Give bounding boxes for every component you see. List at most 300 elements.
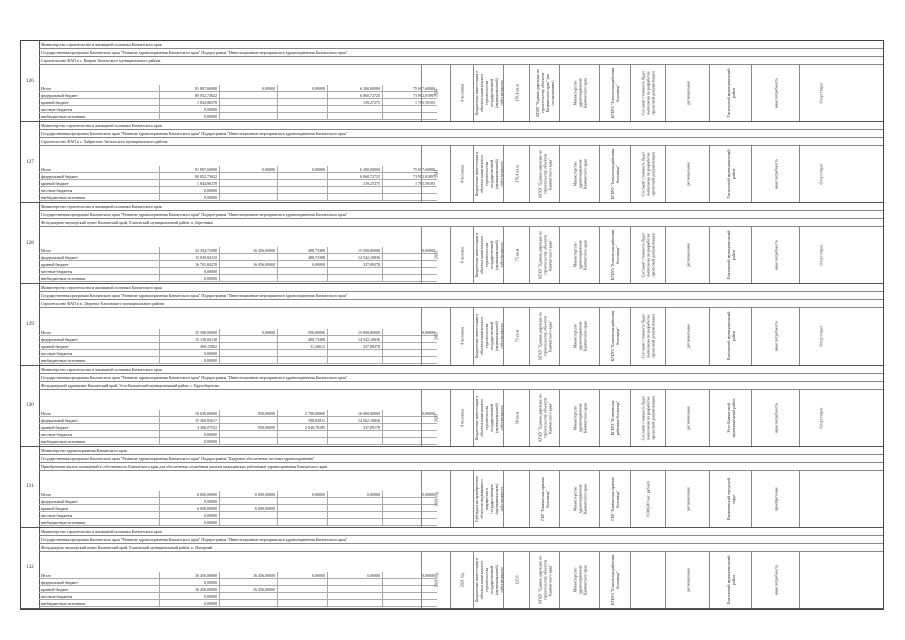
attribute-text: Составит стоимость будет выполнена по разработке проектной документации [640, 151, 656, 197]
attribute-text: 2024 [433, 89, 439, 98]
funding-table [39, 552, 437, 608]
funding-value: 16 791,84278 [159, 261, 219, 268]
table-row [39, 600, 437, 607]
attribute-text: иная потребность [773, 402, 778, 433]
funding-source-label: Итого [41, 491, 52, 497]
funding-source-label: внебюджетные источники [41, 114, 86, 120]
table-row [39, 417, 437, 424]
row-number: 132 [21, 528, 40, 608]
funding-value [219, 350, 277, 357]
funding-value [219, 438, 277, 445]
funding-value: 1 844,86378 [159, 99, 219, 106]
funding-value [327, 519, 382, 526]
attribute-text: Отсутствует [818, 326, 823, 347]
attribute-cell [503, 308, 529, 364]
funding-value [219, 275, 277, 282]
attribute-cell [503, 552, 529, 608]
attribute-cell [709, 146, 751, 202]
attribute-text: КГБУЗ "Елизовская районная больница" [610, 554, 620, 606]
funding-value: 16 456,00000 [219, 586, 277, 593]
attribute-cell [529, 308, 559, 364]
table-row [39, 498, 437, 505]
funding-source-label: федеральный бюджет [41, 93, 78, 99]
table-row [39, 350, 437, 357]
attribute-text: КГКУ "Единая дирекция по строительству объектов Камчатского края" [537, 231, 552, 280]
attribute-text: КГКУ "Единая дирекция по строительству объектов Камчатского края" [537, 393, 552, 442]
attribute-text: Бюджетные инвестиции в объекты капитального строительства государственной (муниципальной) собственности [473, 395, 504, 440]
funding-source-label: Итого [41, 167, 52, 173]
table-row [39, 247, 437, 254]
attribute-text: региональная [685, 406, 690, 430]
attribute-cell [709, 552, 751, 608]
attribute-text: 125 б [514, 575, 519, 585]
funding-source-label: внебюджетные источники [41, 195, 86, 201]
attribute-cell [709, 308, 751, 364]
funding-value [277, 275, 327, 282]
attribute-cell [450, 65, 473, 121]
attribute-cell [751, 65, 799, 121]
funding-value [277, 187, 327, 194]
table-row [39, 113, 437, 120]
funding-value: 73 992,01897 [382, 92, 437, 99]
attribute-cell [665, 552, 709, 608]
funding-source-label: краевой бюджет [41, 181, 69, 187]
funding-value [277, 579, 327, 586]
attribute-cell [559, 552, 599, 608]
funding-value: 0,00000 [382, 572, 437, 579]
table-row [39, 268, 437, 275]
attribute-text: Субсидии на приобретение объектов недвижимого имущества в государственную (муниципальную) собственность [473, 475, 504, 522]
funding-value [219, 106, 277, 113]
funding-value: 488,73388 [277, 247, 327, 254]
funding-value: 0,00000 [382, 410, 437, 417]
funding-value: 500,00000 [277, 329, 327, 336]
funding-value [327, 106, 382, 113]
funding-value: 0,00000 [277, 261, 327, 268]
funding-value: 6 060,72725 [327, 92, 382, 99]
program-header: Государственная программа Камчатского края "Развитие здравоохранения Камчатского края" Подпрограмма "Инвестиционные мероприятия в здравоохранении Камчатского края" [39, 211, 883, 219]
attribute-text: региональная [685, 487, 690, 511]
table-row [39, 410, 437, 417]
funding-value: 6 000,00000 [159, 505, 219, 512]
funding-value [219, 519, 277, 526]
funding-value: 0,00000 [277, 166, 327, 173]
funding-value: 0,00000 [382, 329, 437, 336]
attribute-text: иная потребность [773, 77, 778, 109]
attribute-cell [473, 552, 503, 608]
funding-source-label: местные бюджеты [41, 512, 73, 518]
funding-value [219, 431, 277, 438]
table-row [39, 519, 437, 526]
attribute-cell [559, 227, 599, 283]
attribute-cell [473, 227, 503, 283]
ministry-header: Министерство строительства и жилищной политики Камчатского края [39, 203, 883, 211]
attribute-cell [799, 65, 841, 121]
row-number: 130 [21, 366, 40, 446]
funding-value [219, 99, 277, 106]
funding-value [327, 431, 382, 438]
project-block [21, 41, 883, 122]
project-block [21, 528, 883, 609]
funding-value: 0,00000 [277, 491, 327, 498]
funding-value [327, 187, 382, 194]
ministry-header: Министерство строительства и жилищной политики Камчатского края [39, 528, 883, 536]
funding-value: 0,00000 [159, 600, 219, 607]
attribute-cell [630, 65, 665, 121]
funding-value [327, 512, 382, 519]
funding-value: 0,00000 [327, 572, 382, 579]
attribute-text: Составит стоимость будет выполнена по разработке проектной документации [640, 233, 656, 278]
funding-value [277, 505, 327, 512]
table-row [39, 424, 437, 431]
table-row [39, 512, 437, 519]
attribute-text: 4 человека [459, 165, 465, 184]
funding-value: 32 394,73388 [159, 247, 219, 254]
attribute-cell [665, 65, 709, 121]
attribute-cell [503, 390, 529, 446]
attribute-cell [529, 552, 559, 608]
funding-value [327, 275, 382, 282]
attribute-cell [799, 471, 841, 527]
funding-source-label: внебюджетные источники [41, 276, 86, 282]
attribute-text: региональная [685, 162, 690, 186]
funding-value: 2 048,78185 [277, 424, 327, 431]
object-title: Фельдшерский здравпункт Камчатский край, Усть-Камчатский муниципальный район, с. Крутоберегово [39, 382, 883, 390]
attribute-text: 4 человека [459, 408, 465, 427]
attribute-cell [599, 390, 630, 446]
funding-table [39, 65, 437, 121]
funding-value [327, 350, 382, 357]
table-row [39, 166, 437, 173]
funding-source-label: краевой бюджет [41, 100, 69, 106]
attribute-text: 4 человека [459, 84, 465, 103]
funding-value: 1 705,59103 [382, 180, 437, 187]
attribute-text: 58 кв.м [514, 411, 519, 424]
attribute-text: КГБУЗ "Елизовская районная больница" [610, 230, 620, 281]
attribute-text: иная потребность [773, 564, 778, 596]
funding-value [277, 357, 327, 364]
attribute-text: Министерство здравоохранения Камчатского края [572, 78, 587, 109]
attribute-text: региональная [685, 243, 690, 267]
funding-value [327, 113, 382, 120]
attribute-text: иная потребность [773, 159, 778, 190]
funding-source-label: федеральный бюджет [41, 255, 78, 261]
funding-value [219, 579, 277, 586]
funding-value: 337,89278 [327, 343, 382, 350]
funding-value: 6 000,00000 [219, 505, 277, 512]
attribute-cell [503, 146, 529, 202]
attribute-text: Елизовский муниципальный район [725, 312, 736, 361]
funding-source-label: местные бюджеты [41, 350, 73, 356]
attribute-text: иная потребность [773, 240, 778, 271]
row-number: 128 [21, 203, 40, 283]
row-number: 126 [21, 41, 40, 121]
funding-value: 139,27275 [327, 180, 382, 187]
funding-value: 0,00000 [219, 166, 277, 173]
funding-value [219, 180, 277, 187]
attribute-cell [665, 146, 709, 202]
attribute-cell [599, 227, 630, 283]
attribute-cell [665, 308, 709, 364]
funding-value: 337,89178 [327, 424, 382, 431]
funding-value [219, 92, 277, 99]
attribute-cell [599, 146, 630, 202]
funding-value: 16 456,00000 [159, 586, 219, 593]
attribute-cell [709, 471, 751, 527]
funding-value [219, 593, 277, 600]
attribute-text: иная потребность [773, 321, 778, 352]
table-row [39, 275, 437, 282]
attribute-cell [529, 390, 559, 446]
funding-source-label: федеральный бюджет [41, 336, 78, 342]
attribute-text: Бюджетные инвестиции в объекты капитального строительства государственной (муниципальной) собственности [473, 152, 504, 197]
attribute-text: Елизовский муниципальный район [725, 230, 736, 280]
attribute-text: 2021 год [433, 491, 439, 507]
attribute-cell [421, 227, 450, 283]
attribute-cell [709, 390, 751, 446]
funding-value [277, 438, 327, 445]
funding-value: 19 658,00000 [159, 410, 219, 417]
funding-source-label: местные бюджеты [41, 107, 73, 113]
attribute-text: Министерство здравоохранения Камчатского края [572, 564, 587, 595]
attribute-text: ГБУ "Камчатская краевая больница" [610, 476, 620, 521]
program-header: Государственная программа Камчатского края "Развитие здравоохранения Камчатского края" Подпрограмма "Инвестиционные мероприятия в здравоохранении Камчатского края" [39, 49, 883, 57]
ministry-header: Министерство строительства и жилищной политики Камчатского края [39, 366, 883, 374]
funding-value: 1 705,59103 [382, 99, 437, 106]
funding-value: 0,00000 [159, 275, 219, 282]
attribute-cell [751, 390, 799, 446]
attribute-cell [450, 146, 473, 202]
attribute-text: 170,4 кв.м [514, 84, 519, 102]
funding-value: 0,00000 [219, 329, 277, 336]
funding-value: 6 000,00000 [159, 491, 219, 498]
funding-source-label: краевой бюджет [41, 262, 69, 268]
document-sheet [20, 40, 884, 610]
attribute-cell [503, 65, 529, 121]
funding-value [219, 357, 277, 364]
attribute-text: региональная [685, 324, 690, 349]
funding-value: 950,00000 [219, 410, 277, 417]
attribute-text: 2023 [433, 251, 439, 260]
funding-source-label: краевой бюджет [41, 343, 69, 349]
attribute-text: КГКУ "Единая дирекция по строительству объектов Камчатского края" [537, 150, 552, 198]
funding-value: 15 500,00000 [327, 247, 382, 254]
funding-value [277, 498, 327, 505]
funding-value [327, 600, 382, 607]
funding-value: 0,00000 [277, 85, 327, 92]
attribute-cell [450, 390, 473, 446]
funding-value [277, 600, 327, 607]
attribute-text: Вилючинский городской округ [725, 477, 736, 520]
funding-value: 0,00000 [159, 187, 219, 194]
attribute-cell [599, 65, 630, 121]
attribute-text: КГКУ "Единая дирекция по строительству объектов Камчатского края" [537, 556, 552, 604]
attribute-cell [473, 146, 503, 202]
table-row [39, 187, 437, 194]
attribute-cell [799, 227, 841, 283]
table-row [39, 99, 437, 106]
object-title: Фельдшерско-акушерский пункт Камчатский край, Елизовский муниципальный район, п. Нагорный [39, 544, 883, 552]
funding-source-label: внебюджетные источники [41, 600, 86, 606]
attribute-cell [421, 471, 450, 527]
attribute-cell [630, 552, 665, 608]
funding-source-label: федеральный бюджет [41, 579, 78, 585]
funding-value [219, 417, 277, 424]
funding-table [39, 390, 437, 446]
funding-value [219, 600, 277, 607]
funding-source-label: местные бюджеты [41, 593, 73, 599]
funding-value: 0,00000 [327, 491, 382, 498]
attribute-cell [529, 227, 559, 283]
attribute-cell [529, 65, 559, 121]
attribute-text: Отсутствует [818, 163, 823, 185]
funding-value [277, 350, 327, 357]
funding-value: 16 456,00000 [219, 247, 277, 254]
funding-value [277, 194, 327, 201]
attribute-cell [473, 308, 503, 364]
funding-source-label: Итого [41, 410, 52, 416]
funding-table [39, 308, 437, 364]
funding-source-label: местные бюджеты [41, 431, 73, 437]
funding-value: 0,00000 [159, 431, 219, 438]
funding-value [219, 254, 277, 261]
funding-source-label: Итого [41, 248, 52, 254]
attribute-cell [473, 471, 503, 527]
attribute-cell [559, 308, 599, 364]
attribute-text: региональная [685, 81, 690, 105]
funding-value: 1 844,86378 [159, 180, 219, 187]
attribute-text: Бюджетные инвестиции в объекты капитального строительства государственной (муниципальной) собственности [473, 233, 504, 278]
funding-value: 0,00000 [159, 357, 219, 364]
attribute-text: Отсутствует [818, 82, 823, 104]
attribute-text: Составит стоимость будет выполнена по разработке проектной документации [640, 70, 656, 116]
attribute-text: КГБУЗ "Тигильская районная больница" [610, 148, 620, 200]
attribute-cell [630, 146, 665, 202]
funding-value: 0,00000 [159, 350, 219, 357]
project-block [21, 122, 883, 203]
attribute-cell [529, 146, 559, 202]
attribute-cell [599, 471, 630, 527]
project-block [21, 447, 883, 528]
funding-value [277, 180, 327, 187]
attribute-cell [709, 65, 751, 121]
table-row [39, 92, 437, 99]
table-row [39, 173, 437, 180]
funding-value: 337,89278 [327, 261, 382, 268]
funding-source-label: внебюджетные источники [41, 519, 86, 525]
table-row [39, 336, 437, 343]
funding-source-label: Итого [41, 329, 52, 335]
funding-value [277, 586, 327, 593]
attribute-text: Министерство здравоохранения Камчатского края [572, 240, 587, 271]
funding-value [327, 586, 382, 593]
funding-value [219, 187, 277, 194]
funding-value [277, 99, 327, 106]
attribute-text: Отсутствует [818, 244, 823, 266]
attribute-cell [599, 552, 630, 608]
funding-value: 0,00000 [159, 519, 219, 526]
funding-value: 16 000,00000 [327, 410, 382, 417]
funding-table [39, 471, 437, 527]
attribute-cell [559, 390, 599, 446]
attribute-cell [559, 471, 599, 527]
row-number: 129 [21, 284, 40, 364]
table-row [39, 254, 437, 261]
attribute-cell [503, 227, 529, 283]
attribute-text: КГБУЗ "Елизовская районная больница" [610, 311, 620, 362]
attribute-text: Елизовский муниципальный район [725, 555, 736, 605]
funding-value: 0,00000 [382, 247, 437, 254]
attribute-text: 6 человек [459, 247, 465, 264]
attribute-text: Министерство здравоохранения Камчатского края [572, 402, 587, 433]
funding-value [219, 268, 277, 275]
attribute-text: 2023 [433, 413, 439, 422]
funding-value: 6 060,72725 [327, 173, 382, 180]
program-header: Государственная программа Камчатского края "Развитие здравоохранения Камчатского края" Подпрограмма "Инвестиционные мероприятия в здравоохранении Камчатского края" [39, 536, 883, 544]
table-row [39, 586, 437, 593]
funding-value: 81 897,60000 [159, 85, 219, 92]
funding-value: 6 000,00000 [219, 491, 277, 498]
table-row [39, 343, 437, 350]
attribute-text: приобретение [773, 486, 778, 511]
project-block [21, 203, 883, 284]
attribute-cell [529, 471, 559, 527]
funding-value: 0,00000 [159, 593, 219, 600]
attribute-text: 170,4 кв.м [514, 165, 519, 183]
attribute-text: Бюджетные инвестиции в объекты капитального строительства государственной (муниципальной) собственности [473, 71, 504, 116]
attribute-text: Тигильский муниципальный район [725, 149, 736, 199]
attribute-cell [630, 227, 665, 283]
funding-value [219, 113, 277, 120]
funding-value: 81 897,60000 [159, 166, 219, 173]
attribute-cell [450, 227, 473, 283]
attribute-text: 2021 год [433, 572, 439, 588]
object-title: Фельдшерско-акушерский пункт Камчатский край, Елизовский муниципальный район, п. Березняки [39, 219, 883, 227]
funding-value: 598,82811 [277, 417, 327, 424]
attribute-text: КГКУ "Единая дирекция по строительству объектов Камчатского края" [537, 312, 552, 361]
program-header: Государственная программа Камчатского края "Развитие здравоохранения Камчатского края" Подпрограмма "Инвестиционные мероприятия в здравоохранении Камчатского края" [39, 374, 883, 382]
attribute-text: 2021 год [459, 572, 465, 588]
attribute-cell [599, 308, 630, 364]
funding-source-label: краевой бюджет [41, 586, 69, 592]
funding-value: 14 562,10836 [327, 417, 382, 424]
funding-value: 14 542,10836 [327, 254, 382, 261]
attribute-text: Отсутствует [818, 407, 823, 429]
funding-value: 11,26612 [277, 343, 327, 350]
funding-value: 488,73388 [277, 254, 327, 261]
funding-table [39, 227, 437, 283]
table-row [39, 593, 437, 600]
table-row [39, 505, 437, 512]
funding-value: 15 130,84138 [159, 336, 219, 343]
attribute-cell [421, 552, 450, 608]
row-number: 127 [21, 122, 40, 202]
funding-value: 16 456,00000 [159, 572, 219, 579]
program-header: Государственная программа Камчатского края "Развитие здравоохранения Камчатского края" Подпрограмма "Инвестиционные мероприятия в здравоохранении Камчатского края" [39, 130, 883, 138]
attribute-text: 2024 [433, 170, 439, 179]
attribute-text: региональная [685, 568, 690, 592]
funding-value: 6 200,00000 [327, 85, 382, 92]
funding-value: 0,00000 [277, 572, 327, 579]
funding-source-label: федеральный бюджет [41, 174, 78, 180]
funding-value [277, 512, 327, 519]
funding-value: 80 052,73622 [159, 173, 219, 180]
funding-source-label: Итого [41, 86, 52, 92]
table-row [39, 357, 437, 364]
funding-value: 16 456,00000 [219, 261, 277, 268]
row-number: 131 [21, 447, 40, 527]
funding-value: 139,27275 [327, 99, 382, 106]
